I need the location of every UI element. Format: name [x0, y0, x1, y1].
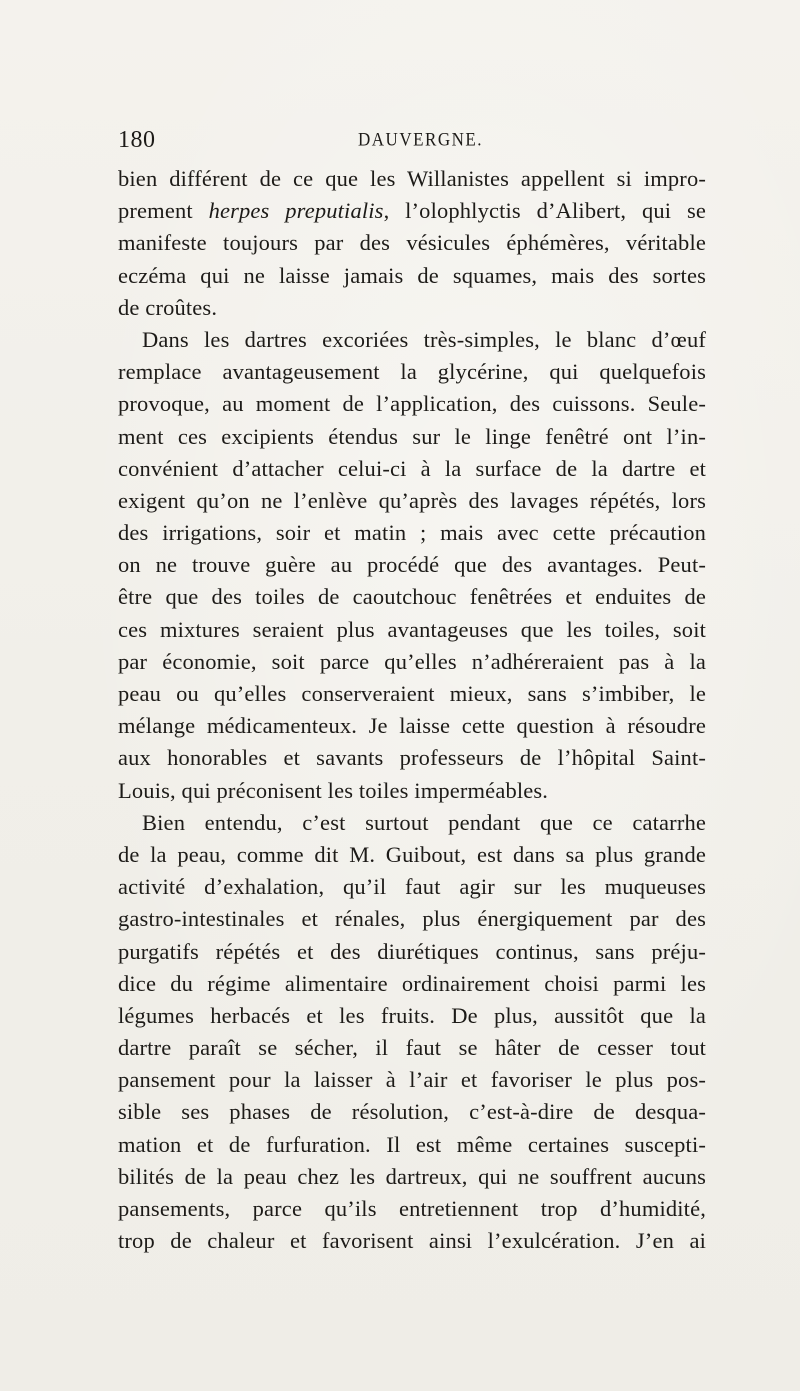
text-line: aux honorables et savants professeurs de l’hôpital Saint-	[118, 745, 706, 771]
text-line: convénient d’attacher celui-ci à la surface de la dartre et	[118, 455, 706, 481]
text-line: on ne trouve guère au procédé que des avantages. Peut-	[118, 552, 706, 578]
body-text	[118, 163, 706, 1257]
text-line: sible ses phases de résolution, c’est-à-dire de desqua-	[118, 1099, 706, 1125]
text-line: pansement pour la laisser à l’air et favoriser le plus pos-	[118, 1067, 706, 1093]
text-line: trop de chaleur et favorisent ainsi l’exulcération. J’en ai	[118, 1228, 706, 1254]
text-line: Bien entendu, c’est surtout pendant que ce catarrhe	[142, 809, 706, 835]
text-line: peau ou qu’elles conserveraient mieux, sans s’imbiber, le	[118, 681, 706, 706]
text-line: légumes herbacés et les fruits. De plus, aussitôt que la	[118, 1002, 706, 1028]
text-line: remplace avantageusement la glycérine, qui quelquefois	[118, 359, 706, 385]
text-line: par économie, soit parce qu’elles n’adhéreraient pas à la	[118, 648, 706, 674]
text-line: ces mixtures seraient plus avantageuses que les toiles, soit	[118, 616, 706, 642]
text-line: eczéma qui ne laisse jamais de squames, mais des sortes	[118, 262, 706, 288]
text-line: dartre paraît se sécher, il faut se hâter de cesser tout	[118, 1035, 706, 1061]
text-line: provoque, au moment de l’application, des cuissons. Seule-	[118, 391, 706, 417]
page-header	[118, 127, 706, 157]
italic-term: herpes preputialis	[208, 198, 384, 224]
text-line: activité d’exhalation, qu’il faut agir sur les muqueuses	[118, 874, 706, 900]
text-line	[118, 195, 706, 227]
page-number: 180	[118, 127, 156, 153]
text-line: de croûtes.	[118, 294, 218, 320]
text-line: gastro-intestinales et rénales, plus énergiquement par des	[118, 906, 706, 932]
text-line: mation et de furfuration. Il est même certaines suscepti-	[118, 1131, 706, 1157]
text-line: ment ces excipients étendus sur le linge fenêtré ont l’in-	[118, 423, 706, 449]
running-head: DAUVERGNE.	[358, 129, 484, 150]
text-line: des irrigations, soir et matin ; mais avec cette précaution	[118, 520, 706, 546]
text-line: de la peau, comme dit M. Guibout, est dans sa plus grande	[118, 841, 706, 867]
text-line: être que des toiles de caoutchouc fenêtrées et enduites de	[118, 584, 706, 610]
text-line: bien différent de ce que les Willanistes appellent si impro-	[118, 166, 706, 191]
text-line: Louis, qui préconisent les toiles imperméables.	[118, 777, 549, 803]
text-fragment: , l’olophlyctis d’Alibert, qui se	[383, 198, 707, 224]
text-line: exigent qu’on ne l’enlève qu’après des lavages répétés, lors	[118, 487, 706, 513]
text-line: manifeste toujours par des vésicules éphémères, véritable	[118, 230, 706, 256]
text-line: dice du régime alimentaire ordinairement choisi parmi les	[118, 970, 706, 996]
text-line: pansements, parce qu’ils entretiennent trop d’humidité,	[118, 1196, 706, 1221]
text-fragment: prement	[118, 198, 209, 224]
text-line: purgatifs répétés et des diurétiques continus, sans préju-	[118, 938, 706, 964]
text-line: bilités de la peau chez les dartreux, qui ne souffrent aucuns	[118, 1163, 706, 1189]
text-line: mélange médicamenteux. Je laisse cette question à résoudre	[118, 713, 706, 739]
text-line: Dans les dartres excoriées très-simples, le blanc d’œuf	[142, 326, 706, 352]
